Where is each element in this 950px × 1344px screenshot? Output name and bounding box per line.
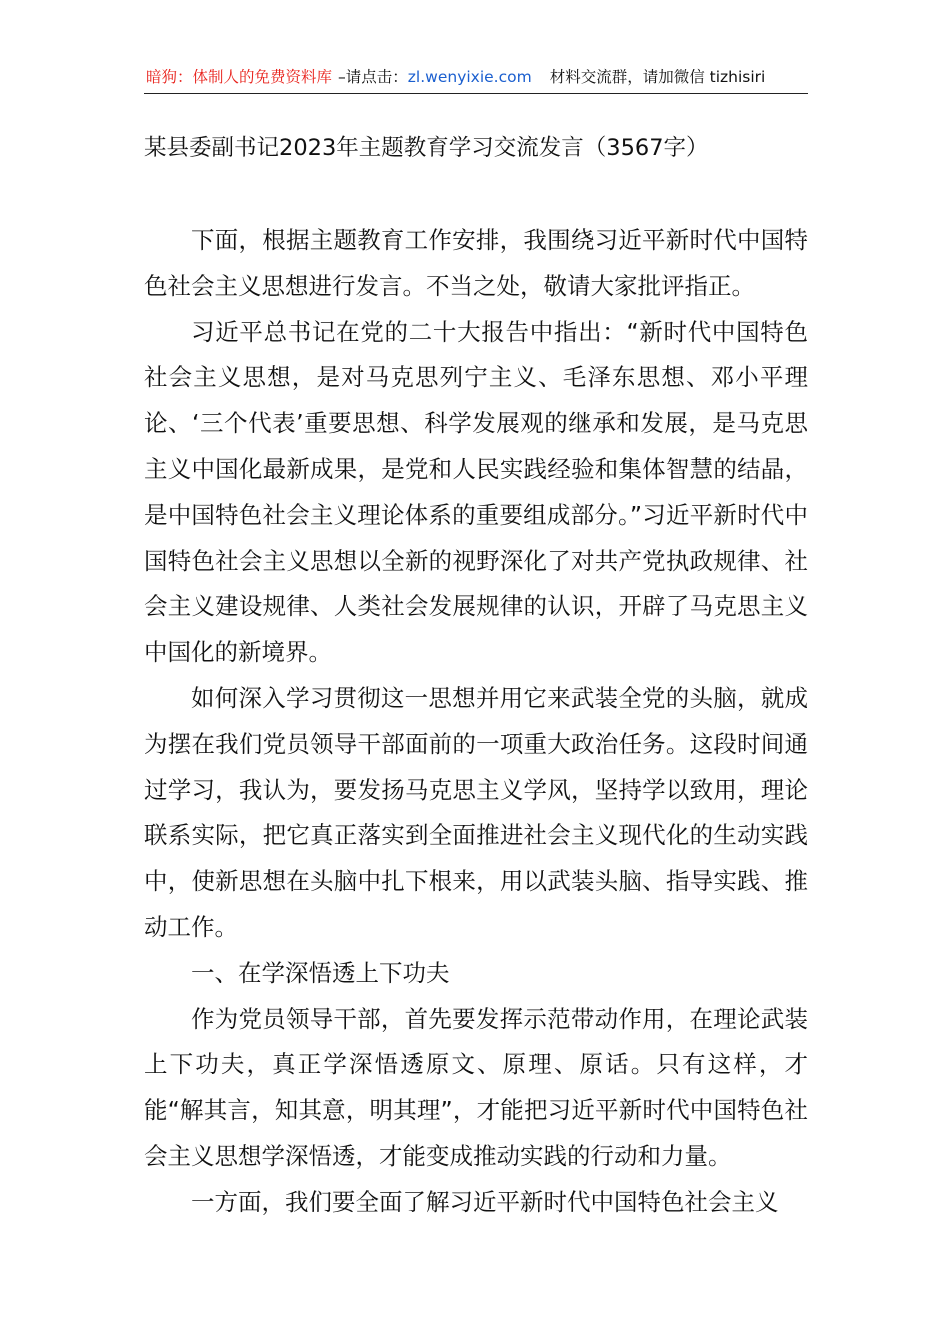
page-header [146,66,806,88]
header-click-prompt: –请点击： [338,68,408,86]
header-brand: 暗狗：体制人的免费资料库 [146,68,333,86]
header-link[interactable]: zl.wenyixie.com [407,68,532,86]
section-heading: 一、在学深悟透上下功夫 [191,958,450,987]
paragraph: 一方面，我们要全面了解习近平新时代中国特色社会主义 [191,1187,779,1216]
document-body [144,218,808,1226]
header-group-note: 材料交流群，请加微信 tizhisiri [549,68,766,86]
paragraph: 习近平总书记在党的二十大报告中指出：“新时代中国特色社会主义思想，是对马克思列宁主义、毛泽东思想、邓小平理论、‘三个代表’重要思想、科学发展观的继承和发展，是马克思主义中国化最新成果，是党和人民实践经验和集体智慧的结晶，是中国特色社会主义理论体系的重要组成部分。”习近平新时代中国特色社会主义思想以全新的视野深化了对共产党执政规律、社会主义建设规律、人类社会发展规律的认识，开辟了马克思主义中国化的新境界。 [144,317,808,667]
paragraph: 作为党员领导干部，首先要发挥示范带动作用，在理论武装上下功夫，真正学深悟透原文、原理、原话。只有这样，才能“解其言，知其意，明其理”，才能把习近平新时代中国特色社会主义思想学深悟透，才能变成推动实践的行动和力量。 [144,1004,808,1170]
header-divider [144,93,808,94]
paragraph: 如何深入学习贯彻这一思想并用它来武装全党的头脑，就成为摆在我们党员领导干部面前的一项重大政治任务。这段时间通过学习，我认为，要发扬马克思主义学风，坚持学以致用，理论联系实际，把它真正落实到全面推进社会主义现代化的生动实践中，使新思想在头脑中扎下根来，用以武装头脑、指导实践、推动工作。 [144,683,808,941]
document-title: 某县委副书记2023年主题教育学习交流发言（3567字） [144,135,709,161]
paragraph: 下面，根据主题教育工作安排，我围绕习近平新时代中国特色社会主义思想进行发言。不当之处，敬请大家批评指正。 [144,226,808,300]
